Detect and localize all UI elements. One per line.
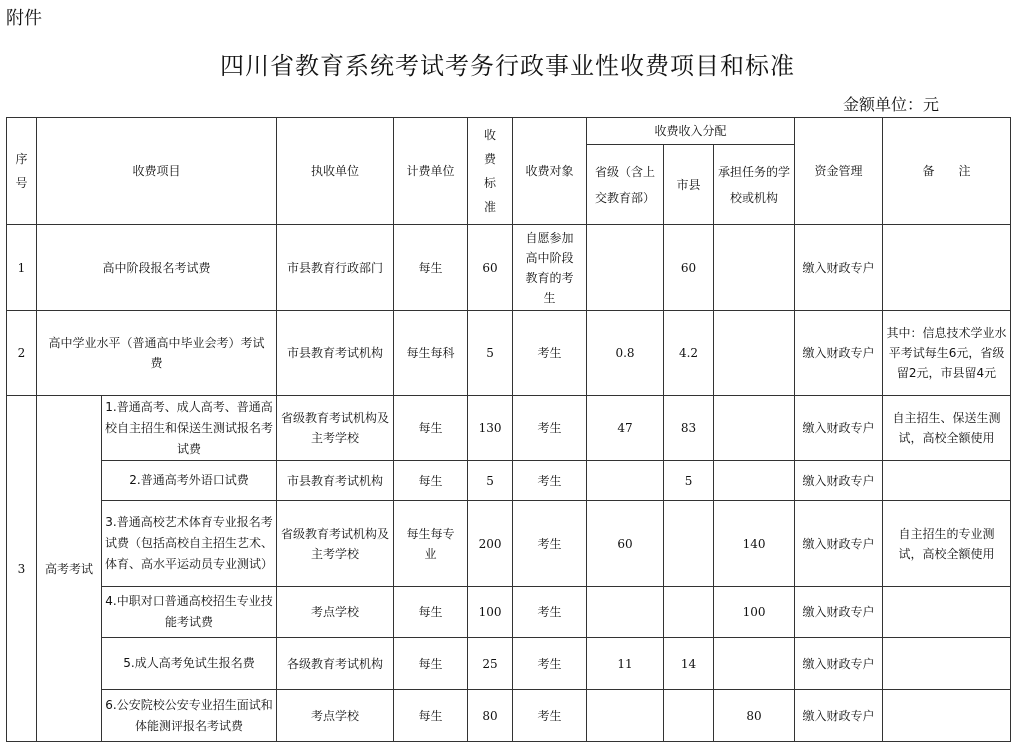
row-school	[714, 638, 795, 690]
row-target: 考生	[513, 396, 587, 461]
row-city-county: 60	[664, 225, 714, 311]
row-standard: 60	[468, 225, 513, 311]
row-item: 1.普通高考、成人高考、普通高校自主招生和保送生测试报名考试费	[102, 396, 277, 461]
row-target: 考生	[513, 461, 587, 501]
row-remark	[883, 638, 1011, 690]
row-billing-unit: 每生	[394, 587, 468, 638]
row-seq: 3	[7, 396, 37, 742]
row-executor: 省级教育考试机构及主考学校	[277, 396, 394, 461]
row-provincial: 60	[587, 501, 664, 587]
row-city-county	[664, 587, 714, 638]
table-row	[7, 396, 1011, 461]
row-school	[714, 225, 795, 311]
header-fund-management: 资金管理	[795, 118, 883, 225]
table-row	[7, 225, 1011, 311]
row-item: 高中学业水平（普通高中毕业会考）考试费	[37, 311, 277, 396]
row-fund-management: 缴入财政专户	[795, 587, 883, 638]
row-city-county: 83	[664, 396, 714, 461]
header-city-county: 市县	[664, 145, 714, 225]
row-school	[714, 396, 795, 461]
row-standard: 100	[468, 587, 513, 638]
row-provincial	[587, 461, 664, 501]
row-standard: 5	[468, 311, 513, 396]
row-school: 80	[714, 690, 795, 742]
row-executor: 各级教育考试机构	[277, 638, 394, 690]
row-fund-management: 缴入财政专户	[795, 638, 883, 690]
row-standard: 5	[468, 461, 513, 501]
row-city-county: 4.2	[664, 311, 714, 396]
row-school: 100	[714, 587, 795, 638]
row-fund-management: 缴入财政专户	[795, 311, 883, 396]
row-billing-unit: 每生	[394, 225, 468, 311]
row-seq: 2	[7, 311, 37, 396]
row-school	[714, 311, 795, 396]
row-city-county	[664, 501, 714, 587]
row-remark: 自主招生、保送生测试，高校全额使用	[883, 396, 1011, 461]
row-target: 考生	[513, 587, 587, 638]
row-fund-management: 缴入财政专户	[795, 690, 883, 742]
header-billing-unit: 计费单位	[394, 118, 468, 225]
table-row	[7, 461, 1011, 501]
fee-table	[6, 117, 1011, 742]
row-remark: 自主招生的专业测试，高校全额使用	[883, 501, 1011, 587]
row-school	[714, 461, 795, 501]
row-billing-unit: 每生	[394, 461, 468, 501]
header-school: 承担任务的学校或机构	[714, 145, 795, 225]
row-provincial	[587, 587, 664, 638]
row-provincial: 0.8	[587, 311, 664, 396]
table-row	[7, 311, 1011, 396]
table-row	[7, 690, 1011, 742]
row-item: 5.成人高考免试生报名费	[102, 638, 277, 690]
row-item: 6.公安院校公安专业招生面试和体能测评报名考试费	[102, 690, 277, 742]
header-executor: 执收单位	[277, 118, 394, 225]
row-seq: 1	[7, 225, 37, 311]
row-billing-unit: 每生每科	[394, 311, 468, 396]
row-city-county: 5	[664, 461, 714, 501]
row-item: 2.普通高考外语口试费	[102, 461, 277, 501]
header-target: 收费对象	[513, 118, 587, 225]
header-seq: 序号	[7, 118, 37, 225]
row-standard: 25	[468, 638, 513, 690]
row-school: 140	[714, 501, 795, 587]
table-row	[7, 501, 1011, 587]
row-standard: 130	[468, 396, 513, 461]
header-item: 收费项目	[37, 118, 277, 225]
header-standard: 收费标准	[468, 118, 513, 225]
row-target: 考生	[513, 690, 587, 742]
row-standard: 80	[468, 690, 513, 742]
row-provincial	[587, 225, 664, 311]
table-row	[7, 587, 1011, 638]
row-billing-unit: 每生	[394, 690, 468, 742]
header-distribution: 收费收入分配	[587, 118, 795, 145]
row-provincial	[587, 690, 664, 742]
row-target: 考生	[513, 638, 587, 690]
row-fund-management: 缴入财政专户	[795, 396, 883, 461]
row-target: 考生	[513, 501, 587, 587]
row-target: 考生	[513, 311, 587, 396]
row-remark: 其中：信息技术学业水平考试每生6元，省级留2元，市县留4元	[883, 311, 1011, 396]
row-executor: 市县教育考试机构	[277, 311, 394, 396]
page-title: 四川省教育系统考试考务行政事业性收费项目和标准	[220, 52, 795, 80]
row-remark	[883, 587, 1011, 638]
attachment-label: 附件	[6, 8, 42, 29]
row-item: 3.普通高校艺术体育专业报名考试费（包括高校自主招生艺术、体育、高水平运动员专业测试）	[102, 501, 277, 587]
row-fund-management: 缴入财政专户	[795, 225, 883, 311]
amount-unit: 金额单位：元	[843, 95, 940, 114]
row-fund-management: 缴入财政专户	[795, 461, 883, 501]
header-provincial: 省级（含上交教育部）	[587, 145, 664, 225]
row-billing-unit: 每生	[394, 638, 468, 690]
row-city-county: 14	[664, 638, 714, 690]
row-executor: 市县教育行政部门	[277, 225, 394, 311]
row-remark	[883, 225, 1011, 311]
row-city-county	[664, 690, 714, 742]
group-name: 高考考试	[37, 396, 102, 742]
row-executor: 考点学校	[277, 587, 394, 638]
row-executor: 考点学校	[277, 690, 394, 742]
table-row	[7, 638, 1011, 690]
row-provincial: 47	[587, 396, 664, 461]
row-billing-unit: 每生每专业	[394, 501, 468, 587]
row-item: 4.中职对口普通高校招生专业技能考试费	[102, 587, 277, 638]
row-executor: 省级教育考试机构及主考学校	[277, 501, 394, 587]
row-item: 高中阶段报名考试费	[37, 225, 277, 311]
row-billing-unit: 每生	[394, 396, 468, 461]
header-row	[7, 118, 1011, 145]
row-provincial: 11	[587, 638, 664, 690]
row-target: 自愿参加高中阶段教育的考生	[513, 225, 587, 311]
row-executor: 市县教育考试机构	[277, 461, 394, 501]
row-remark	[883, 461, 1011, 501]
row-standard: 200	[468, 501, 513, 587]
row-fund-management: 缴入财政专户	[795, 501, 883, 587]
header-remark: 备 注	[883, 118, 1011, 225]
row-remark	[883, 690, 1011, 742]
